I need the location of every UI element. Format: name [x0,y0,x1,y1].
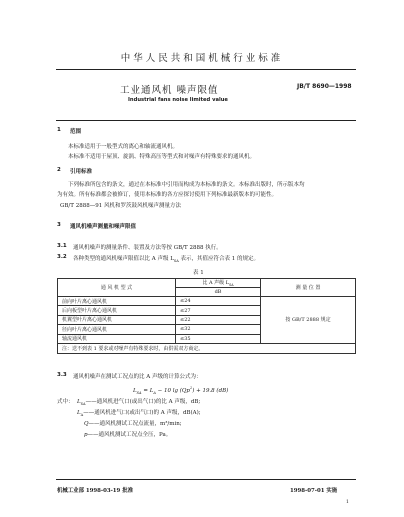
document-title-english: Industrial fans noise limited value [128,97,228,103]
header-rule [56,69,356,70]
fan-type-cell: 后向板型叶片离心通风机 [58,306,176,315]
section-3-3-text: 通风机噪声在测试工况点的比 A 声级的计算公式为： [73,374,202,380]
column-header-method: 测 量 位 置 [261,279,356,297]
column-header-unit: dB [176,288,261,297]
section-2-paragraph-line-2: 为有效。所有标准都会被修订，使用本标准的各方应探讨使用下列标准最新版本的可能性。 [57,192,278,198]
table-row [58,297,356,306]
section-1-number: 1 [57,127,61,133]
section-2-title: 引用标准 [70,169,93,175]
variable-q: Q——通风机测试工况点流量，m³/min; [84,421,182,427]
section-2-reference: GB/T 2888—91 风机和罗茨鼓风机噪声测量方法 [60,203,181,209]
variable-la: $L_A——$通风机进气口(或出气口)的 A 声级，dB(A); [77,410,201,418]
column-header-fan-type: 通 风 机 型 式 [58,279,176,297]
fan-type-cell: 机翼型叶片离心通风机 [58,315,176,324]
noise-limit-table [57,278,356,354]
section-3-2-text: 各种类型的通风机噪声限值以比 A 声级 $L_{SA}$ 表示，其值应符合表 1 的规定。 [73,256,260,264]
section-2-number: 2 [57,167,61,173]
where-label: 式中： [57,399,74,405]
column-header-level: 比 A 声级 $L_{SA}$ [176,279,261,288]
approval-date: 机械工业部 1998-03-19 批准 [57,488,133,494]
variable-lsa: $L_{SA}——$通风机进气口(或出气口)的比 A 声级，dB; [77,399,201,407]
formula: $L_{SA} = L_A - 10$ $\lg (Qp^2) + 19.8$ (dB) [133,386,229,395]
page-number: 1 [346,500,349,505]
limit-value-cell: ≤35 [176,334,261,343]
section-3-3-number: 3.3 [57,372,67,378]
section-3-2-number: 3.2 [57,254,67,260]
table-caption: 表 1 [193,270,204,276]
measurement-method-cell: 按 GB/T 2888 规定 [261,297,356,344]
document-title: 工业通风机 噪声限值 [120,85,219,96]
variable-p: p——通风机测试工况点全压，Pa。 [84,432,172,438]
limit-value-cell: ≤24 [176,297,261,306]
section-3-number: 3 [57,222,61,228]
section-1-paragraph-1: 本标准适用于一般型式的离心和轴流通风机。 [68,144,179,150]
ministry-standard-header: 中华人民共和国机械行业标准 [120,53,284,64]
limit-value-cell: ≤32 [176,325,261,334]
implementation-date: 1998-07-01 实施 [290,488,338,494]
title-rule [56,120,356,121]
fan-type-cell: 径向叶片离心通风机 [58,325,176,334]
fan-type-cell: 轴流通风机 [58,334,176,343]
section-3-1-number: 3.1 [57,243,67,249]
fan-type-cell: 前向叶片离心通风机 [58,297,176,306]
section-3-title: 通风机噪声测量和噪声限值 [70,224,137,230]
standard-number: JB/T 8690—1998 [297,83,352,90]
limit-value-cell: ≤22 [176,315,261,324]
table-note: 注：送不到表 1 要求或对噪声有特殊要求时，由供需双方商定。 [58,343,356,353]
limit-value-cell: ≤27 [176,306,261,315]
section-1-paragraph-2: 本标准不适用于屋顶、旋涡、特殊高压等型式和对噪声有特殊要求的通风机。 [68,154,256,160]
section-2-paragraph-line-1: 下列标准所包含的条文，通过在本标准中引用而构成为本标准的条文。本标准出版时，所示版本均 [68,182,305,188]
section-3-1-text: 通风机噪声的测量条件、装置及方法等按 GB/T 2888 执行。 [73,245,222,251]
footer-rule [56,479,356,480]
section-1-title: 范围 [70,129,82,135]
